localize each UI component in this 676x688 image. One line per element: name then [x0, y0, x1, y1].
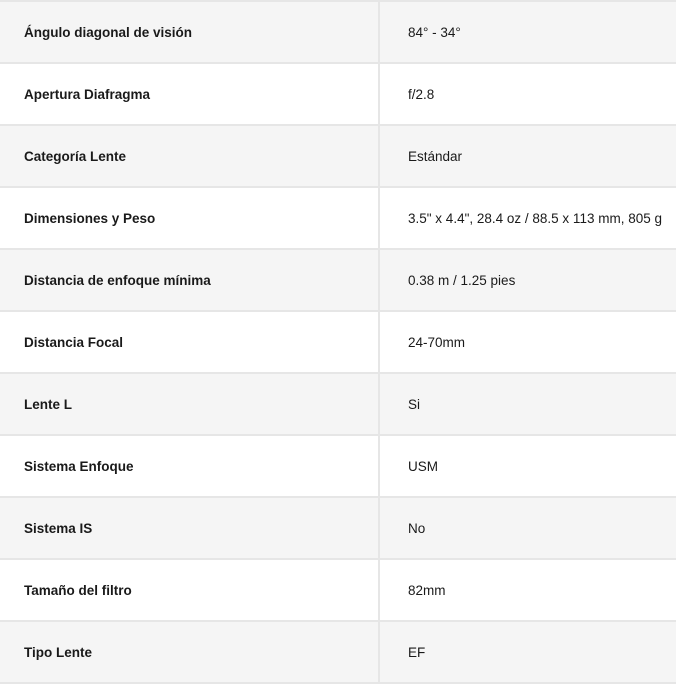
- spec-row-aperture: [0, 63, 676, 125]
- spec-row-min-focus-distance: [0, 249, 676, 311]
- spec-row-focal-length: [0, 311, 676, 373]
- spec-value: Estándar: [379, 125, 676, 187]
- spec-label: Apertura Diafragma: [0, 63, 379, 125]
- spec-label: Distancia de enfoque mínima: [0, 249, 379, 311]
- spec-label: Ángulo diagonal de visión: [0, 1, 379, 63]
- spec-row-filter-size: [0, 559, 676, 621]
- spec-value: EF: [379, 621, 676, 683]
- spec-row-dimensions-weight: [0, 187, 676, 249]
- spec-row-l-lens: [0, 373, 676, 435]
- spec-value: 24-70mm: [379, 311, 676, 373]
- spec-row-focus-system: [0, 435, 676, 497]
- spec-label: Tipo Lente: [0, 621, 379, 683]
- spec-value: 84° - 34°: [379, 1, 676, 63]
- spec-value: No: [379, 497, 676, 559]
- spec-value: 3.5" x 4.4", 28.4 oz / 88.5 x 113 mm, 805 g: [379, 187, 676, 249]
- spec-label: Dimensiones y Peso: [0, 187, 379, 249]
- spec-row-lens-type: [0, 621, 676, 683]
- spec-row-diagonal-angle: [0, 1, 676, 63]
- spec-value: Si: [379, 373, 676, 435]
- spec-value: f/2.8: [379, 63, 676, 125]
- spec-row-lens-category: [0, 125, 676, 187]
- spec-label: Sistema IS: [0, 497, 379, 559]
- spec-value: 82mm: [379, 559, 676, 621]
- spec-label: Tamaño del filtro: [0, 559, 379, 621]
- spec-label: Sistema Enfoque: [0, 435, 379, 497]
- spec-label: Distancia Focal: [0, 311, 379, 373]
- spec-row-is-system: [0, 497, 676, 559]
- spec-value: 0.38 m / 1.25 pies: [379, 249, 676, 311]
- spec-label: Categoría Lente: [0, 125, 379, 187]
- spec-label: Lente L: [0, 373, 379, 435]
- spec-value: USM: [379, 435, 676, 497]
